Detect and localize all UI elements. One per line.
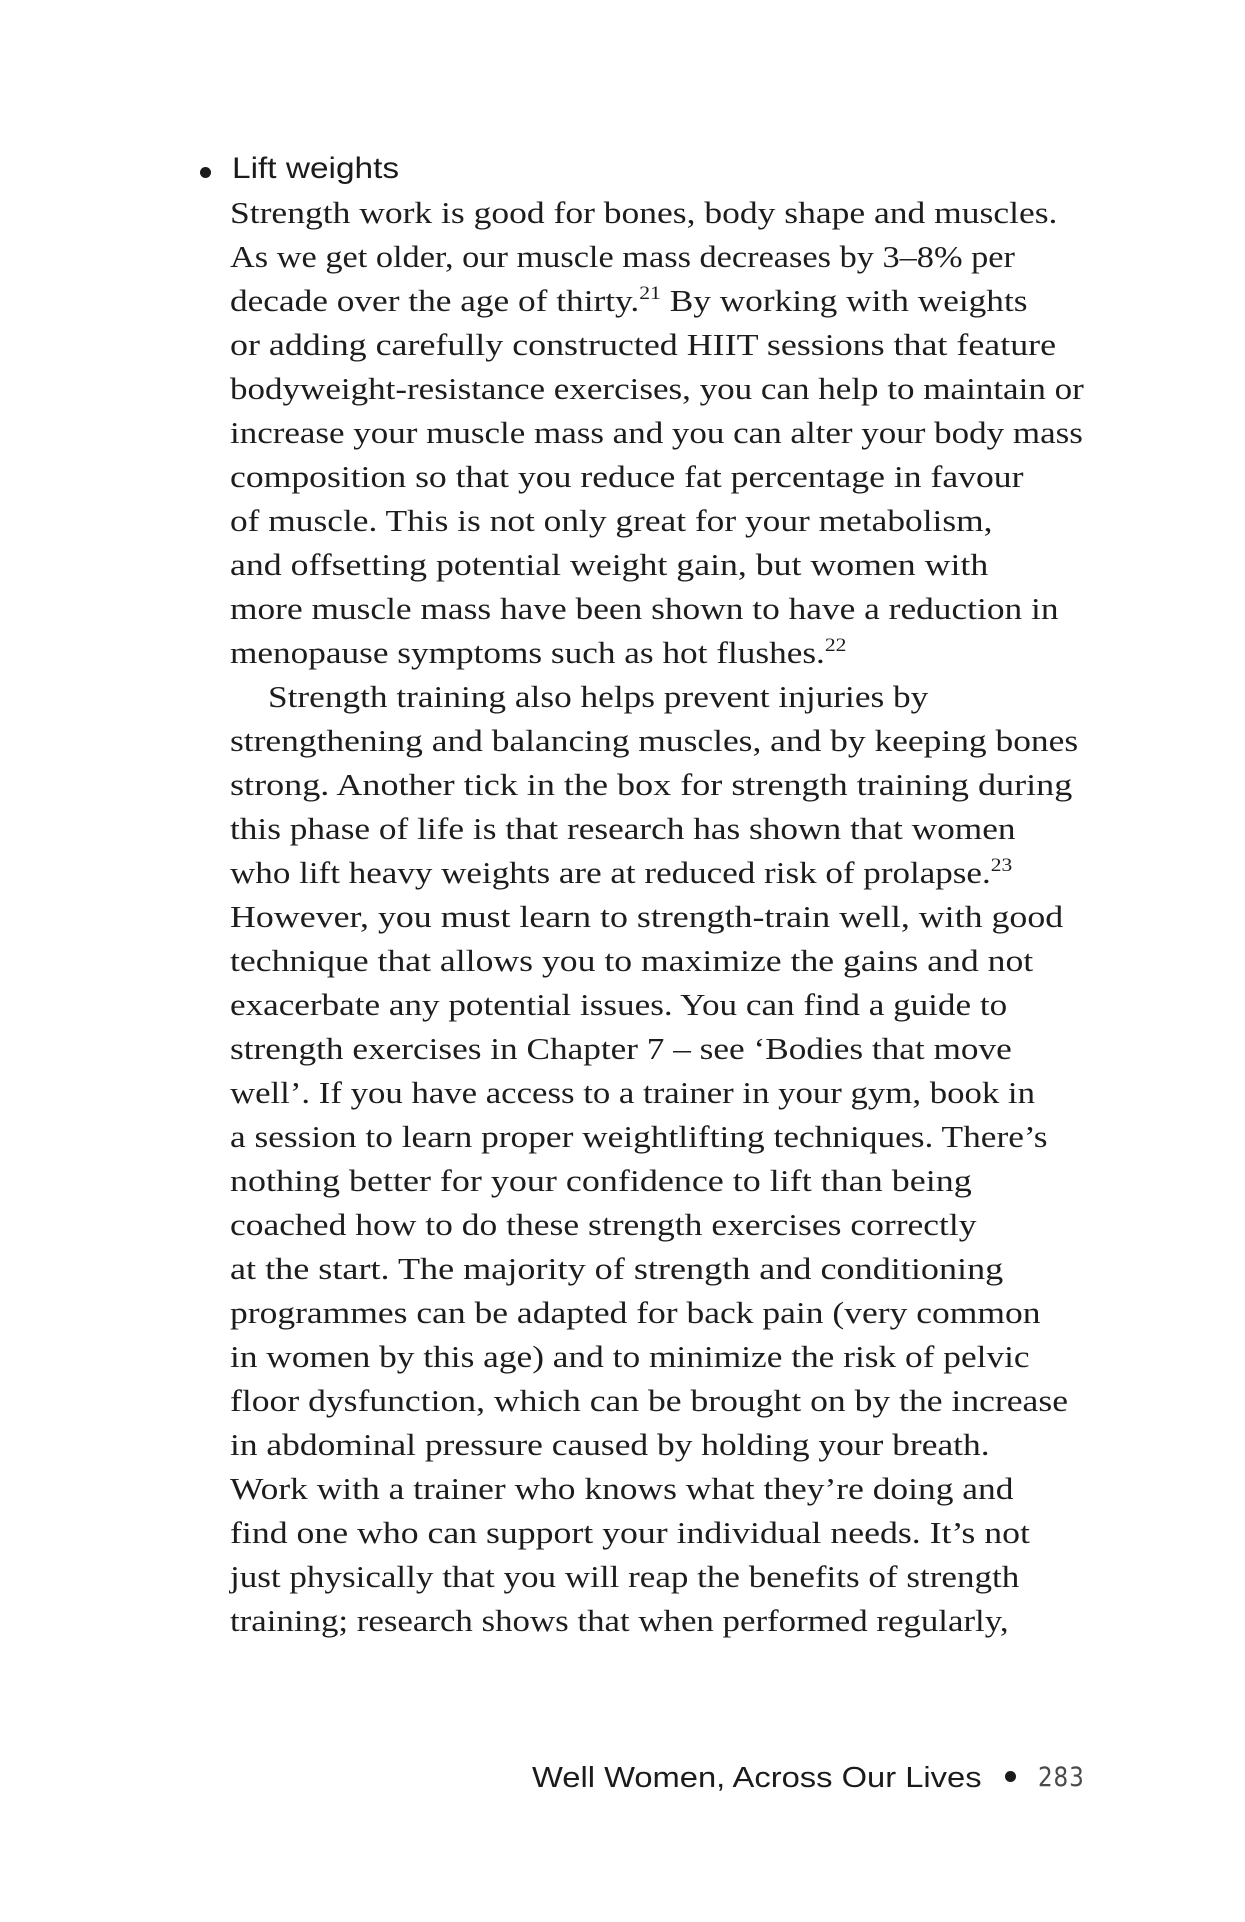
text-line: find one who can support your individual needs. It’s not [230,1515,1030,1550]
text-line: As we get older, our muscle mass decreases by 3–8% per [230,239,1015,274]
text-line: Strength training also helps prevent injuries by [268,679,929,714]
page-number: 283 [1038,1762,1085,1793]
text-line: technique that allows you to maximize the gains and not [230,943,1034,978]
text-line: a session to learn proper weightlifting techniques. There’s [230,1119,1048,1154]
text-line: programmes can be adapted for back pain (very common [230,1295,1041,1330]
footnote-ref[interactable]: 21 [639,283,661,304]
text-line: this phase of life is that research has shown that women [230,811,1016,846]
text-line: exacerbate any potential issues. You can find a guide to [230,987,1008,1022]
text-line: However, you must learn to strength-train well, with good [230,899,1064,934]
text-line: menopause symptoms such as hot flushes.$^{22}$ [230,635,847,670]
footnote-ref[interactable]: 22 [824,635,847,656]
bullet-icon [200,167,211,178]
text-line: composition so that you reduce fat percentage in favour [230,459,1024,494]
text-line: well’. If you have access to a trainer in your gym, book in [230,1075,1035,1110]
text-line: floor dysfunction, which can be brought on by the increase [230,1383,1068,1418]
text-line: strong. Another tick in the box for strength training during [230,767,1073,802]
text-line: increase your muscle mass and you can alter your body mass [230,415,1083,450]
footnote-ref[interactable]: 23 [990,855,1013,876]
text-line: in women by this age) and to minimize the risk of pelvic [230,1339,1030,1374]
text-line: training; research shows that when performed regularly, [230,1603,1009,1638]
text-line: and offsetting potential weight gain, but women with [230,547,989,582]
text-line: strengthening and balancing muscles, and by keeping bones [230,723,1079,758]
text-line: at the start. The majority of strength and conditioning [230,1251,1004,1286]
text-line: of muscle. This is not only great for your metabolism, [230,503,993,538]
text-line: strength exercises in Chapter 7 – see ‘Bodies that move [230,1031,1012,1066]
text-line: just physically that you will reap the benefits of strength [230,1559,1020,1594]
text-line: decade over the age of thirty.$^{21}$ By working with weights [230,283,1028,318]
bullet-heading: Lift weights [232,152,400,185]
text-line: more muscle mass have been shown to have a reduction in [230,591,1059,626]
text-line: coached how to do these strength exercises correctly [230,1207,977,1242]
text-line: Strength work is good for bones, body shape and muscles. [230,195,1058,230]
text-line: in abdominal pressure caused by holding your breath. [230,1427,990,1462]
text-line: bodyweight-resistance exercises, you can help to maintain or [230,371,1084,406]
text-line: nothing better for your confidence to lift than being [230,1163,972,1198]
text-line: or adding carefully constructed HIIT sessions that feature [230,327,1057,362]
text-line: who lift heavy weights are at reduced risk of prolapse.$^{23}$ [230,855,1013,890]
text-line: Work with a trainer who knows what they’re doing and [230,1471,1014,1506]
running-title: Well Women, Across Our Lives [532,1762,982,1794]
bullet-separator-icon [1005,1771,1016,1782]
